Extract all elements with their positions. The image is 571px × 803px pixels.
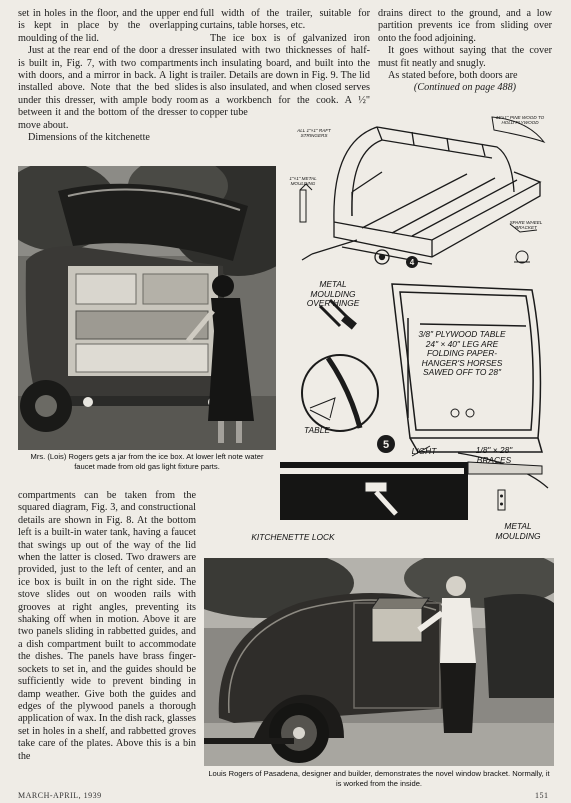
figure-5-braces: 1/8" × 28" BRACES <box>475 445 513 465</box>
paragraph: The ice box is of galvanized iron insulated with two thicknesses of half-inch insulating board, and built into the trailer. Details are down in Fig. 9. The lid is also insulated, and when closed serves as a workbench for the cook. A ½" copper tube <box>200 32 370 119</box>
text-column-2 <box>200 8 370 120</box>
figure-5-metal-moulding-hinge: METAL MOULDING OVER HINGE <box>306 279 360 308</box>
paragraph: Dimensions of the kitchenette <box>28 132 150 144</box>
figure-5-table: TABLE <box>304 425 330 435</box>
photo-window-bracket <box>204 558 554 766</box>
text-column-3 <box>378 8 552 95</box>
continued-note: (Continued on page 488) <box>413 82 517 94</box>
figure-4-label-metal: 1"×1" METAL MOULDING <box>289 176 317 187</box>
figure-5-kitchen-detail <box>280 278 554 548</box>
paragraph: Just at the rear end of the door a dresser is built in, Fig. 7, with two compartments with doors, and a mirror in back. A light is installed above. Note that the bed slides under this dresser, with ample body room between it and the bottom of the dresser to move about. <box>18 45 198 131</box>
figure-4-label-top: 16'×1" PINE WOOD TO HOLD PLYWOOD <box>495 115 545 126</box>
paragraph: set in holes in the floor, and the upper end is kept in place by the overlapping moulding of the lid. <box>18 8 198 44</box>
footer-issue: MARCH-APRIL, 1939 <box>18 791 102 800</box>
paragraph: As stated before, both doors are <box>388 70 518 82</box>
figure-5-metal-moulding: METAL MOULDING <box>495 521 541 541</box>
paragraph: drains direct to the ground, and a low partition prevents ice from sliding over onto the food adjoining. <box>378 8 552 44</box>
figure-4-number: 4 <box>409 258 415 267</box>
window-bracket-photo-image <box>204 558 554 766</box>
photo-trailer-kitchen <box>18 166 276 450</box>
figure-5-kitchenette-lock: KITCHENETTE LOCK <box>251 532 335 542</box>
footer-page-number: 151 <box>535 791 549 800</box>
figure-4-label-rafter: ALL 1"×1" RAFT STRINGERS <box>297 128 331 139</box>
paragraph: compartments can be taken from the squared diagram, Fig. 3, and constructional details are shown in Fig. 8. At the bottom left is a built-in water tank, having a faucet that swings up out of the way of the lid when the latter is closed. Two drawers are provided, just to the left of center, and an ice box is built in on the right side. The stove slides out on wooden rails with grooves at right angles, preventing its shaking off when in motion. Above it are two panels sliding in rabbetted guides, and a dish compartment built to accommodate the dishes. The panels have brass finger-sockets to set in, and the guides should be sufficiently wide to prevent binding in damp weather. Give both the guides and edges of the plywood panels a thorough application of wax. In the dish rack, glasses set in holes in a shelf, and rabbetted groves take care of the plates. Above this is a bin the <box>18 490 196 762</box>
figure-4-label-wheel: SPARE WHEEL BRACKET <box>509 220 543 231</box>
text-column-4 <box>18 490 196 763</box>
kitchen-detail-drawing <box>280 278 554 548</box>
paragraph: It goes without saying that the cover must fit neatly and snugly. <box>378 45 552 69</box>
figure-5-light: LIGHT <box>411 446 437 456</box>
caption-photo-1: Mrs. (Lois) Rogers gets a jar from the ice box. At lower left note water faucet made from old gas light fixture parts. <box>30 452 264 471</box>
figure-5-plywood-table: 3/8" PLYWOOD TABLE 24" × 40" LEG ARE FOLDING PAPER-HANGER'S HORSES SAWED OFF TO 28" <box>418 329 506 377</box>
paragraph: full width of the trailer, suitable for curtains, table horses, etc. <box>200 8 370 32</box>
text-column-1 <box>18 8 198 144</box>
trailer-kitchen-photo-image <box>18 166 276 450</box>
figure-5-number: 5 <box>382 439 390 451</box>
caption-photo-2: Louis Rogers of Pasadena, designer and builder, demonstrates the novel window bracket. Normally, it is worked from the inside. <box>208 769 550 788</box>
